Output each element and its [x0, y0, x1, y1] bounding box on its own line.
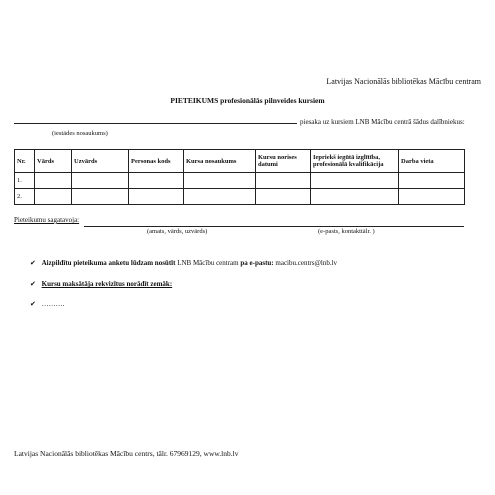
- cell-uzvards[interactable]: [72, 173, 129, 189]
- cell-personas-kods[interactable]: [129, 189, 184, 205]
- header-izglitiba: Iepriekš iegūtā izglītība, profesionālā kvalifikācija: [311, 150, 399, 173]
- preparer-right-caption: (e-pasts, kontakttālr. ): [318, 228, 375, 235]
- table-row: [15, 189, 465, 205]
- cell-kursa-nosaukums[interactable]: [184, 189, 256, 205]
- preparer-label: Pieteikumu sagatavoja:: [14, 216, 80, 224]
- cell-personas-kods[interactable]: [129, 173, 184, 189]
- cell-kursa-nosaukums[interactable]: [184, 173, 256, 189]
- cell-kursu-datumi[interactable]: [256, 189, 311, 205]
- header-personas-kods: Personas kods: [129, 150, 184, 173]
- applicant-text: piesaka uz kursiem LNB Mācību centrā šādus dalībniekus:: [300, 118, 465, 126]
- instruction-item-placeholder: [30, 300, 64, 308]
- checkmark-icon: ✔: [30, 259, 36, 267]
- checkmark-icon: ✔: [30, 300, 36, 308]
- footer-text: Latvijas Nacionālās bibliotēkas Mācību centrs, tālr. 67969129, www.lnb.lv: [14, 449, 239, 458]
- preparer-line[interactable]: [84, 226, 464, 227]
- cell-darba-vieta[interactable]: [399, 189, 465, 205]
- instruction-bold-start: Aizpildītu pieteikuma anketu lūdzam nosūtīt: [41, 259, 176, 267]
- cell-izglitiba[interactable]: [311, 189, 399, 205]
- table-header-row: [15, 150, 465, 173]
- row-number: 1.: [15, 173, 35, 189]
- institution-label: (iestādes nosaukums): [52, 130, 108, 137]
- cell-darba-vieta[interactable]: [399, 173, 465, 189]
- header-kursa-nosaukums: Kursa nosaukums: [184, 150, 256, 173]
- header-nr: Nr.: [15, 150, 35, 173]
- table-row: [15, 173, 465, 189]
- instruction-email[interactable]: macibu.centrs@lnb.lv: [275, 259, 338, 267]
- participants-table: [14, 149, 465, 205]
- instruction-item-email: [30, 259, 337, 267]
- row-number: 2.: [15, 189, 35, 205]
- instruction-bold-end: pa e-pastu:: [240, 259, 274, 267]
- cell-izglitiba[interactable]: [311, 173, 399, 189]
- institution-line[interactable]: [14, 123, 297, 124]
- cell-vards[interactable]: [35, 173, 72, 189]
- cell-vards[interactable]: [35, 189, 72, 205]
- checkmark-icon: ✔: [30, 280, 36, 288]
- header-darba-vieta: Darba vieta: [399, 150, 465, 173]
- title-bold: PIETEIKUMS: [170, 96, 219, 105]
- instruction-normal: LNB Mācību centram: [177, 259, 239, 267]
- preparer-left-caption: (amats, vārds, uzvārds): [147, 228, 208, 235]
- instruction-item-payer: [30, 280, 172, 288]
- header-vards: Vārds: [35, 150, 72, 173]
- cell-uzvards[interactable]: [72, 189, 129, 205]
- instruction-payer-text: Kursu maksātāja rekvizītus norādīt zemāk:: [41, 280, 173, 288]
- header-organization: Latvijas Nacionālās bibliotēkas Mācību centram: [326, 77, 481, 86]
- cell-kursu-datumi[interactable]: [256, 173, 311, 189]
- instruction-placeholder-text[interactable]: ……….: [41, 300, 65, 308]
- title-rest: profesionālās pilnveides kursiem: [220, 96, 325, 105]
- document-title: [0, 96, 495, 105]
- header-uzvards: Uzvārds: [72, 150, 129, 173]
- header-kursu-datumi: Kursu norises datumi: [256, 150, 311, 173]
